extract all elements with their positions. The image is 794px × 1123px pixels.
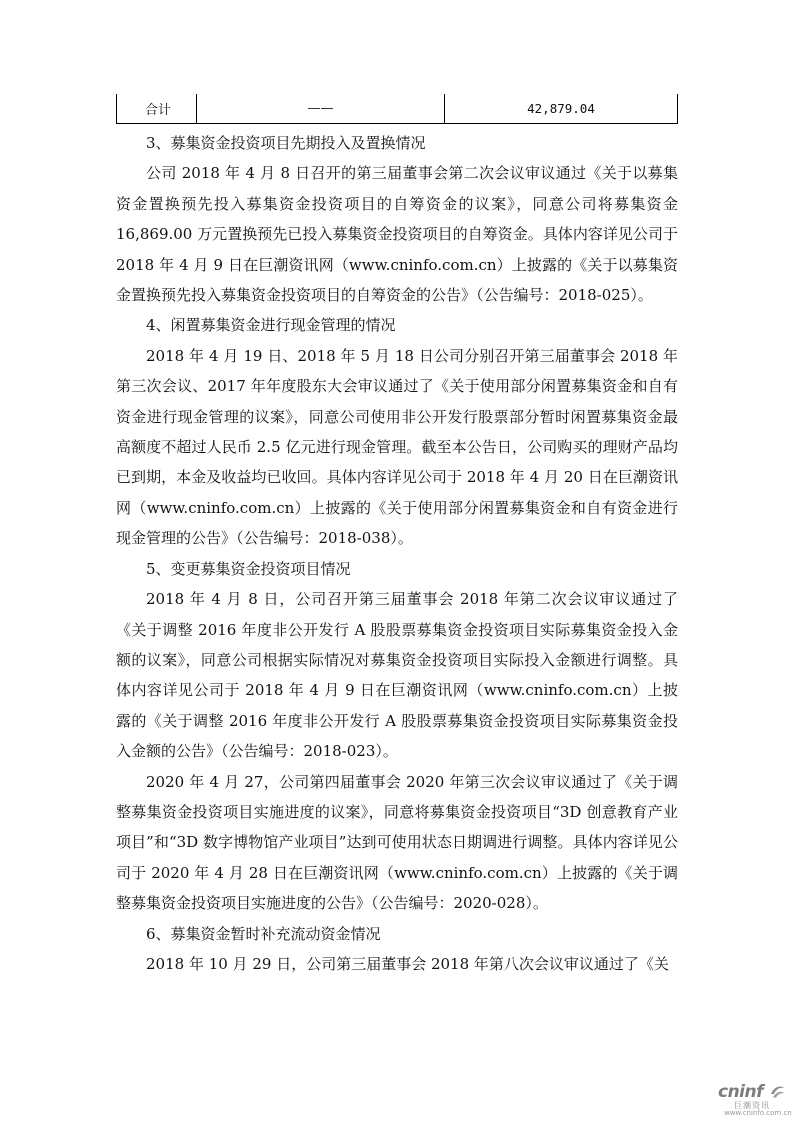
section-6-paragraph: 2018 年 10 月 29 日，公司第三届董事会 2018 年第八次会议审议通过了《关 <box>146 954 669 973</box>
document-body <box>116 128 678 979</box>
logo-chinese-name: 巨潮资讯 <box>734 1101 770 1110</box>
section-4-paragraph: 2018 年 4 月 19 日、2018 年 5 月 18 日公司分别召开第三届董事会 2018 年第三次会议、2017 年年度股东大会审议通过了《关于使用部分闲置募集资金和自有资金进行现金管理的议案》，同意公司使用非公开发行股票部分暂时闲置募集资金最高额度不超过人民币 2.5 亿元进行现金管理。截至本公告日，公司购买的理财产品均已到期，本金及收益均已收回。具体内容详见公司于 2018 年 4 月 20 日在巨潮资讯网（www.cninfo.com.cn）上披露的《关于使用部分闲置募集资金和自有资金进行现金管理的公告》（公告编号：2018-038）。 <box>116 346 678 548</box>
logo-url: www.cninfo.com.cn <box>724 1109 792 1117</box>
section-5-paragraph-1: 2018 年 4 月 8 日，公司召开第三届董事会 2018 年第二次会议审议通过了《关于调整 2016 年度非公开发行 A 股股票募集资金投资项目实际募集资金投入金额的议案》，同意公司根据实际情况对募集资金投资项目实际投入金额进行调整。具体内容详见公司于 2018 年 4 月 9 日在巨潮资讯网（www.cninfo.com.cn）上披露的《关于调整 2016 年度非公开发行 A 股股票募集资金投资项目实际募集资金投入金额的公告》（公告编号：2018-023）。 <box>116 590 678 761</box>
section-4-heading: 4、闲置募集资金进行现金管理的情况 <box>146 316 396 335</box>
summary-table-total-row <box>116 94 678 124</box>
total-amount-cell: 42,879.04 <box>527 101 595 116</box>
total-label-cell: 合计 <box>117 94 197 123</box>
total-middle-cell: —— <box>197 94 445 123</box>
section-3-heading: 3、募集资金投资项目先期投入及置换情况 <box>146 134 426 152</box>
cninfo-swirl-icon <box>768 1082 786 1100</box>
section-5-paragraph-2: 2020 年 4 月 27，公司第四届董事会 2020 年第三次会议审议通过了《关于调整募集资金投资项目实施进度的议案》，同意将募集资金投资项目“3D 创意教育产业项目”和“3D 数字博物馆产业项目”达到可使用状态日期调进行调整。具体内容详见公司于 2020 年 4 月 28 日在巨潮资讯网（www.cninfo.com.cn）上披露的《关于调整募集资金投资项目实施进度的公告》（公告编号：2020-028）。 <box>116 772 678 913</box>
section-5-heading: 5、变更募集资金投资项目情况 <box>146 559 351 578</box>
section-3-paragraph: 公司 2018 年 4 月 8 日召开的第三届董事会第二次会议审议通过《关于以募集资金置换预先投入募集资金投资项目的自筹资金的议案》，同意公司将募集资金 16,869.00 万元置换预先已投入募集资金投资项目的自筹资金。具体内容详见公司于 2018 年 4 月 9 日在巨潮资讯网（www.cninfo.com.cn）上披露的《关于以募集资金置换预先投入募集资金投资项目的自筹资金的公告》（公告编号：2018-025）。 <box>116 164 678 305</box>
logo-brand-text: cninf <box>718 1082 764 1102</box>
cninfo-logo <box>718 1082 792 1117</box>
section-6-heading: 6、募集资金暂时补充流动资金情况 <box>146 924 381 943</box>
